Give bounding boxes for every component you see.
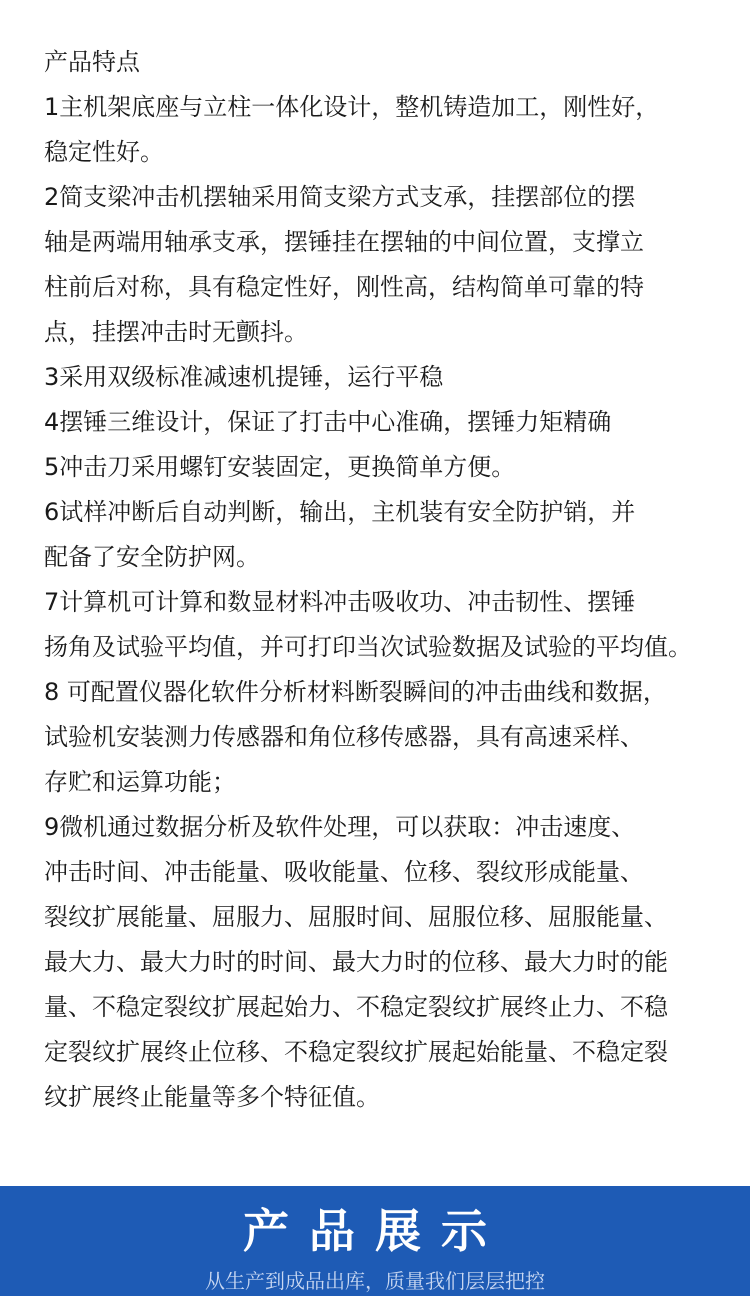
feature-line: 试验机安装测力传感器和角位移传感器，具有高速采样、: [44, 723, 644, 751]
feature-line: 轴是两端用轴承支承，摆锤挂在摆轴的中间位置，支撑立: [44, 228, 644, 256]
banner-subtitle: 从生产到成品出库，质量我们层层把控: [205, 1269, 545, 1293]
section-heading: 产品特点: [44, 48, 140, 76]
feature-line: 柱前后对称，具有稳定性好，刚性高，结构简单可靠的特: [44, 273, 644, 301]
feature-line: 4摆锤三维设计，保证了打击中心准确，摆锤力矩精确: [44, 408, 612, 436]
feature-line: 稳定性好。: [44, 138, 164, 166]
feature-line: 7计算机可计算和数显材料冲击吸收功、冲击韧性、摆锤: [44, 588, 636, 616]
feature-line: 配备了安全防护网。: [44, 543, 260, 571]
feature-line: 8 可配置仪器化软件分析材料断裂瞬间的冲击曲线和数据，: [44, 678, 667, 706]
feature-line: 6试样冲断后自动判断，输出，主机装有安全防护销，并: [44, 498, 636, 526]
feature-line: 1主机架底座与立柱一体化设计，整机铸造加工，刚性好，: [44, 93, 660, 121]
feature-line: 冲击时间、冲击能量、吸收能量、位移、裂纹形成能量、: [44, 858, 644, 886]
product-showcase-banner: [0, 1186, 750, 1296]
banner-title: 产品展示: [243, 1204, 507, 1258]
feature-line: 定裂纹扩展终止位移、不稳定裂纹扩展起始能量、不稳定裂: [44, 1038, 668, 1066]
feature-line: 9微机通过数据分析及软件处理，可以获取：冲击速度、: [44, 813, 636, 841]
feature-line: 存贮和运算功能；: [44, 768, 236, 796]
feature-line: 2简支梁冲击机摆轴采用简支梁方式支承，挂摆部位的摆: [44, 183, 636, 211]
feature-line: 3采用双级标准减速机提锤，运行平稳: [44, 363, 444, 391]
feature-line: 量、不稳定裂纹扩展起始力、不稳定裂纹扩展终止力、不稳: [44, 993, 668, 1021]
feature-line: 点，挂摆冲击时无颤抖。: [44, 318, 308, 346]
feature-line: 最大力、最大力时的时间、最大力时的位移、最大力时的能: [44, 948, 668, 976]
feature-line: 裂纹扩展能量、屈服力、屈服时间、屈服位移、屈服能量、: [44, 903, 668, 931]
feature-line: 纹扩展终止能量等多个特征值。: [44, 1083, 380, 1111]
feature-list: [44, 40, 744, 1120]
feature-line: 5冲击刀采用螺钉安装固定，更换简单方便。: [44, 453, 516, 481]
feature-line: 扬角及试验平均值，并可打印当次试验数据及试验的平均值。: [44, 633, 692, 661]
